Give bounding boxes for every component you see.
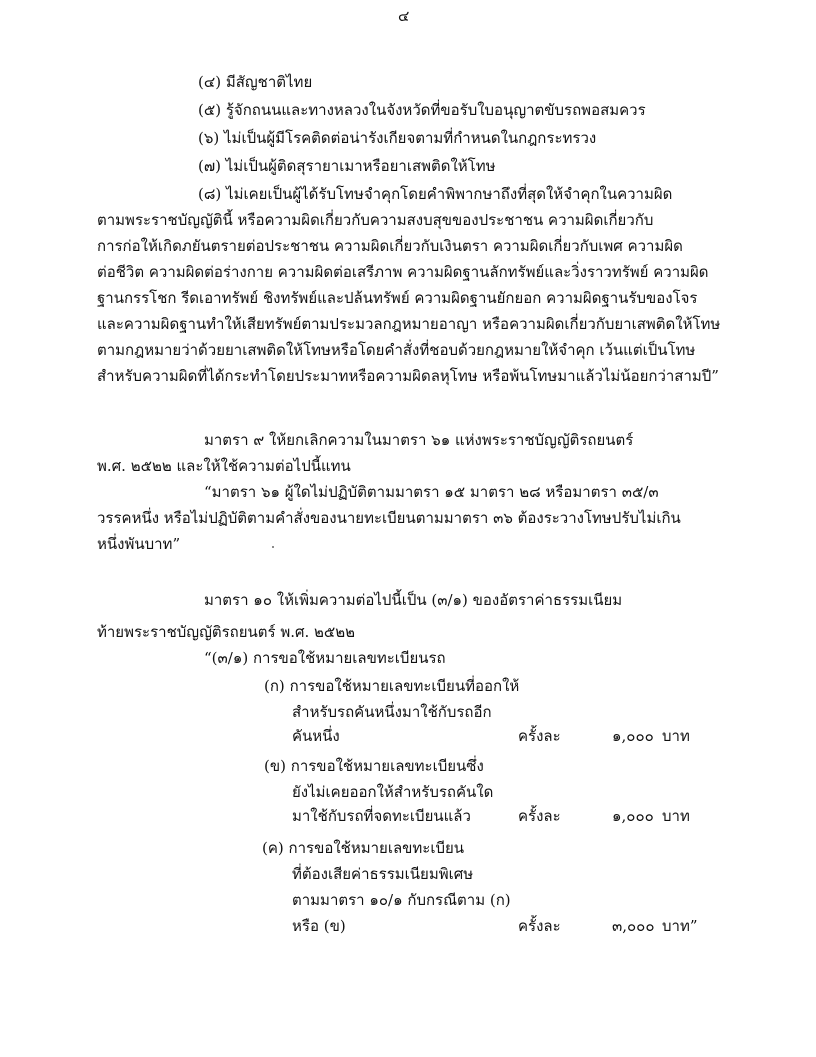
scan-speck xyxy=(272,546,274,548)
fee-desc-line: หรือ (ข) xyxy=(292,917,346,935)
fee-desc-line: ตามมาตรา ๑๐/๑ กับกรณีตาม (ก) xyxy=(292,891,511,909)
fee-desc-line: มาใช้กับรถที่จดทะเบียนแล้ว xyxy=(292,807,471,825)
list-item-text: ไม่เป็นผู้มีโรคติดต่อน่ารังเกียจตามที่กำหนดในกฎกระทรวง xyxy=(224,129,597,147)
list-item xyxy=(198,184,672,204)
list-item-text: รู้จักถนนและทางหลวงในจังหวัดที่ขอรับใบอนุญาตขับรถพอสมควร xyxy=(225,101,646,119)
paragraph-line: สำหรับความผิดที่ได้กระทำโดยประมาทหรือความผิดลหุโทษ หรือพ้นโทษมาแล้วไม่น้อยกว่าสามปี” xyxy=(97,367,719,385)
fee-label: (ก) xyxy=(264,677,285,695)
fee-currency: บาท” xyxy=(662,917,698,935)
section-10-line: ท้ายพระราชบัญญัติรถยนตร์ พ.ศ. ๒๕๒๒ xyxy=(97,623,356,641)
page-number: ๔ xyxy=(398,7,410,25)
list-item-label: (๖) xyxy=(198,129,220,147)
fee-amount: ๓,๐๐๐ xyxy=(612,917,655,935)
section-9-heading: มาตรา ๙ ให้ยกเลิกความในมาตรา ๖๑ แห่งพระราชบัญญัติรถยนตร์ xyxy=(204,431,634,449)
list-item xyxy=(198,128,596,148)
section-9-quote: “มาตรา ๖๑ ผู้ใดไม่ปฏิบัติตามมาตรา ๑๕ มาตรา ๒๘ หรือมาตรา ๓๕/๓ xyxy=(204,483,659,501)
list-item-label: (๗) xyxy=(198,157,221,175)
paragraph-line: ต่อชีวิต ความผิดต่อร่างกาย ความผิดต่อเสรีภาพ ความผิดฐานลักทรัพย์และวิ่งราวทรัพย์ ความผิด xyxy=(97,263,709,281)
fee-desc-line: คันหนึ่ง xyxy=(292,727,340,745)
section-9-line: หนึ่งพันบาท” xyxy=(97,535,181,553)
section-10-heading: มาตรา ๑๐ ให้เพิ่มความต่อไปนี้เป็น (๓/๑) ของอัตราค่าธรรมเนียม xyxy=(204,591,623,609)
paragraph-line: และความผิดฐานทำให้เสียทรัพย์ตามประมวลกฎหมายอาญา หรือความผิดเกี่ยวกับยาเสพติดให้โทษ xyxy=(97,315,721,333)
paragraph-line: การก่อให้เกิดภยันตรายต่อประชาชน ความผิดเกี่ยวกับเงินตรา ความผิดเกี่ยวกับเพศ ความผิด xyxy=(97,237,683,255)
fee-unit: ครั้งละ xyxy=(518,727,561,745)
paragraph-line: ตามพระราชบัญญัตินี้ หรือความผิดเกี่ยวกับความสงบสุขของประชาชน ความผิดเกี่ยวกับ xyxy=(97,211,654,229)
fee-label: (ค) xyxy=(262,839,284,857)
fee-desc-line: การขอใช้หมายเลขทะเบียน xyxy=(288,839,465,857)
fee-currency: บาท xyxy=(662,807,690,825)
fee-desc-line: การขอใช้หมายเลขทะเบียนที่ออกให้ xyxy=(289,677,520,695)
fee-unit: ครั้งละ xyxy=(518,917,561,935)
fee-desc-line: ยังไม่เคยออกให้สำหรับรถคันใด xyxy=(292,783,494,801)
fee-label: (ข) xyxy=(264,757,286,775)
fee-desc-line: การขอใช้หมายเลขทะเบียนซึ่ง xyxy=(290,757,484,775)
list-item-label: (๕) xyxy=(198,101,222,119)
list-item-label: (๔) xyxy=(198,73,222,91)
list-item xyxy=(198,156,496,176)
list-item-label: (๘) xyxy=(198,185,222,203)
paragraph-line: ตามกฎหมายว่าด้วยยาเสพติดให้โทษหรือโดยคำสั่งที่ชอบด้วยกฎหมายให้จำคุก เว้นแต่เป็นโทษ xyxy=(97,341,696,359)
list-item-text: มีสัญชาติไทย xyxy=(225,73,313,91)
fee-amount: ๑,๐๐๐ xyxy=(612,807,654,825)
list-item xyxy=(198,72,312,92)
fee-schedule-heading: “(๓/๑) การขอใช้หมายเลขทะเบียนรถ xyxy=(204,649,446,667)
section-9-line: พ.ศ. ๒๕๒๒ และให้ใช้ความต่อไปนี้แทน xyxy=(97,457,351,475)
fee-item-b xyxy=(264,756,484,776)
section-9-line: วรรคหนึ่ง หรือไม่ปฏิบัติตามคำสั่งของนายทะเบียนตามมาตรา ๓๖ ต้องระวางโทษปรับไม่เกิน xyxy=(97,509,681,527)
fee-unit: ครั้งละ xyxy=(518,807,561,825)
fee-item-a xyxy=(264,676,519,696)
fee-amount: ๑,๐๐๐ xyxy=(612,727,654,745)
list-item-text: ไม่เป็นผู้ติดสุรายาเมาหรือยาเสพติดให้โทษ xyxy=(225,157,496,175)
list-item-text: ไม่เคยเป็นผู้ได้รับโทษจำคุกโดยคำพิพากษาถึงที่สุดให้จำคุกในความผิด xyxy=(226,185,673,203)
list-item xyxy=(198,100,646,120)
fee-desc-line: ที่ต้องเสียค่าธรรมเนียมพิเศษ xyxy=(292,865,474,883)
paragraph-line: ฐานกรรโชก รีดเอาทรัพย์ ชิงทรัพย์และปล้นทรัพย์ ความผิดฐานยักยอก ความผิดฐานรับของโจร xyxy=(97,289,698,307)
fee-item-c xyxy=(262,838,464,858)
fee-desc-line: สำหรับรถคันหนึ่งมาใช้กับรถอีก xyxy=(292,703,492,721)
fee-currency: บาท xyxy=(662,727,690,745)
